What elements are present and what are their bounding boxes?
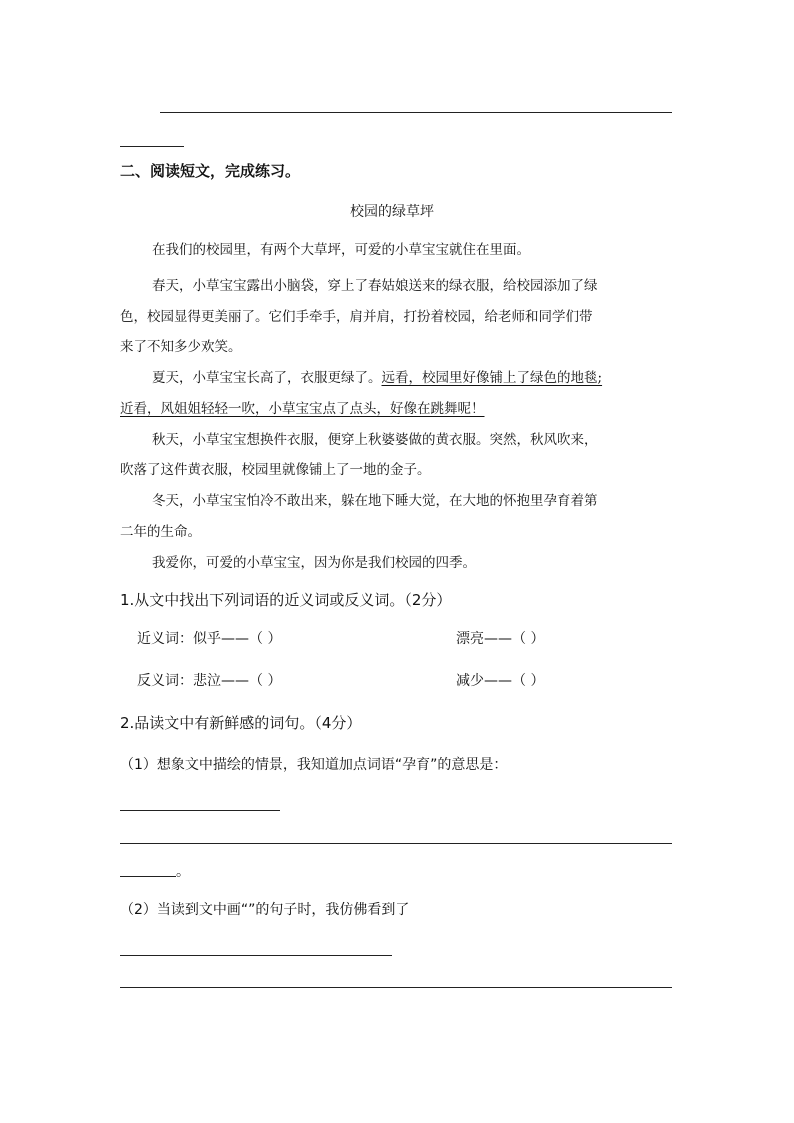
paragraph-3-text: 夏天，小草宝宝长高了，衣服更绿了。 [152,370,382,386]
question-2-part-1: （1）想象文中描绘的情景，我知道加点词语“孕育”的意思是： [120,757,508,773]
synonym-blank-2[interactable]: 漂亮——（ ） [456,631,545,647]
answer-line-top-short [120,146,184,147]
paragraph-2-line-2: 色，校园显得更美丽了。它们手牵手，肩并肩，打扮着校园，给老师和同学们带 [120,309,593,325]
question-2: 2.品读文中有新鲜感的词句。（4分） [120,714,362,732]
answer-line-2[interactable] [120,843,672,844]
paragraph-2-line-1: 春天，小草宝宝露出小脑袋，穿上了春姑娘送来的绿衣服，给校园添加了绿 [152,278,598,294]
underlined-sentence-part-2: 近看，风姐姐轻轻一吹，小草宝宝点了点头，好像在跳舞呢！ [120,401,485,417]
answer-line-1[interactable] [120,810,280,811]
paragraph-3-line-1 [152,368,602,388]
antonym-blank-1[interactable]: 反义词：悲泣——（ ） [137,673,282,689]
answer-line-3[interactable] [120,876,176,877]
paragraph-5-line-1: 冬天，小草宝宝怕冷不敢出来，躲在地下睡大觉，在大地的怀抱里孕育着第 [152,493,598,509]
antonym-blank-2[interactable]: 减少——（ ） [456,673,545,689]
answer-line-top [160,112,672,113]
synonym-blank-1[interactable]: 近义词：似乎——（ ） [137,631,282,647]
answer-line-5[interactable] [120,987,672,988]
question-2-part-2: （2）当读到文中画“”的句子时，我仿佛看到了 [120,902,410,918]
paragraph-5-line-2: 二年的生命。 [120,524,201,540]
answer-line-4[interactable] [120,955,392,956]
question-1: 1.从文中找出下列词语的近义词或反义词。（2分） [120,591,452,609]
section-title: 二、阅读短文，完成练习。 [120,162,301,180]
paragraph-6: 我爱你，可爱的小草宝宝，因为你是我们校园的四季。 [152,555,476,571]
paragraph-4-line-1: 秋天，小草宝宝想换件衣服，便穿上秋婆婆做的黄衣服。突然，秋风吹来， [152,432,598,448]
article-title: 校园的绿草坪 [350,204,434,220]
answer-end-period: 。 [176,864,190,880]
paragraph-1: 在我们的校园里，有两个大草坪，可爱的小草宝宝就住在里面。 [152,242,530,258]
underlined-sentence-part-1: 远看，校园里好像铺上了绿色的地毯; [381,370,603,386]
paragraph-4-line-2: 吹落了这件黄衣服，校园里就像铺上了一地的金子。 [120,462,431,478]
paragraph-2-line-3: 来了不知多少欢笑。 [120,339,242,355]
